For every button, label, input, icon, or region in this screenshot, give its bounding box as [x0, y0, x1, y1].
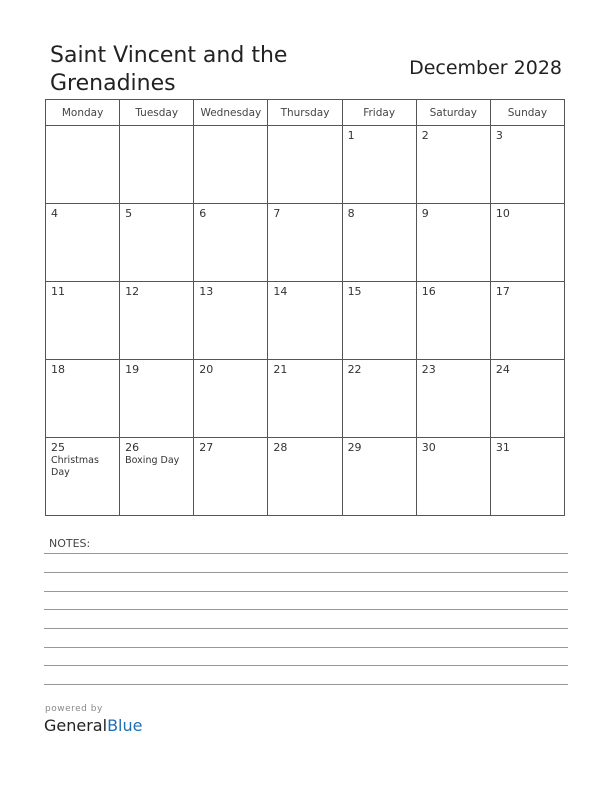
- holiday-label: Boxing Day: [125, 455, 180, 466]
- day-cell: [46, 360, 120, 438]
- day-number: 20: [199, 363, 214, 376]
- day-number: 16: [421, 285, 436, 298]
- calendar-grid: [45, 99, 565, 516]
- brand-logo: [44, 716, 142, 735]
- note-line: [44, 665, 568, 666]
- day-cell: [490, 282, 564, 360]
- notes-label: NOTES:: [49, 537, 91, 550]
- day-cell: [342, 360, 416, 438]
- day-number: 30: [421, 441, 436, 454]
- day-number: 18: [51, 363, 65, 376]
- weekday-header: Wednesday: [194, 100, 268, 126]
- day-cell: [268, 282, 342, 360]
- day-cell: [416, 438, 490, 516]
- weekday-header: Sunday: [490, 100, 564, 126]
- week-row: [46, 126, 565, 204]
- day-cell: [194, 126, 268, 204]
- day-number: 26: [125, 441, 140, 454]
- day-cell: [194, 282, 268, 360]
- day-number: 1: [347, 129, 355, 142]
- weekday-header: Saturday: [416, 100, 490, 126]
- day-cell: [268, 360, 342, 438]
- day-cell: [416, 282, 490, 360]
- weekday-header: Friday: [342, 100, 416, 126]
- week-row: [46, 360, 565, 438]
- note-line: [44, 591, 568, 592]
- holiday-label: Christmas Day: [51, 455, 99, 478]
- day-cell: [268, 438, 342, 516]
- day-number: 21: [273, 363, 288, 376]
- day-cell: [194, 360, 268, 438]
- day-cell: [416, 126, 490, 204]
- day-number: 17: [495, 285, 510, 298]
- weekday-header: Monday: [46, 100, 120, 126]
- day-number: 19: [125, 363, 140, 376]
- month-label: December 2028: [409, 57, 562, 79]
- day-number: 5: [125, 207, 133, 220]
- day-number: 4: [51, 207, 58, 220]
- note-line: [44, 609, 568, 610]
- day-number: 3: [495, 129, 503, 142]
- weekday-header: Tuesday: [120, 100, 194, 126]
- day-cell: [120, 438, 194, 516]
- day-cell: [268, 204, 342, 282]
- powered-by-text: powered by: [45, 704, 103, 714]
- day-cell: [416, 204, 490, 282]
- week-row: [46, 204, 565, 282]
- day-cell: [342, 126, 416, 204]
- day-number: 28: [273, 441, 288, 454]
- day-number: 11: [51, 285, 65, 298]
- day-cell: [46, 438, 120, 516]
- day-number: 8: [347, 207, 355, 220]
- day-cell: [46, 204, 120, 282]
- day-number: 2: [421, 129, 429, 142]
- day-number: 22: [347, 363, 362, 376]
- day-number: 25: [51, 441, 65, 454]
- day-number: 9: [421, 207, 429, 220]
- day-number: 15: [347, 285, 362, 298]
- day-cell: [268, 126, 342, 204]
- day-cell: [120, 360, 194, 438]
- day-cell: [490, 360, 564, 438]
- day-cell: [120, 126, 194, 204]
- day-number: 31: [495, 441, 510, 454]
- note-line: [44, 553, 568, 554]
- note-line: [44, 647, 568, 648]
- day-number: 14: [273, 285, 288, 298]
- day-cell: [342, 282, 416, 360]
- week-row: [46, 282, 565, 360]
- note-line: [44, 572, 568, 573]
- day-cell: [342, 204, 416, 282]
- brand-general: General: [44, 716, 108, 735]
- day-cell: [194, 204, 268, 282]
- day-number: 7: [273, 207, 281, 220]
- day-number: 29: [347, 441, 362, 454]
- day-cell: [342, 438, 416, 516]
- day-cell: [194, 438, 268, 516]
- brand-blue: Blue: [107, 716, 143, 735]
- note-line: [44, 684, 568, 685]
- day-cell: [46, 126, 120, 204]
- day-cell: [490, 204, 564, 282]
- day-number: 27: [199, 441, 214, 454]
- day-number: 23: [421, 363, 436, 376]
- weekday-header-row: [46, 100, 565, 126]
- day-number: 13: [199, 285, 214, 298]
- day-cell: [120, 204, 194, 282]
- day-cell: [46, 282, 120, 360]
- day-cell: [416, 360, 490, 438]
- note-line: [44, 628, 568, 629]
- week-row: [46, 438, 565, 516]
- day-cell: [120, 282, 194, 360]
- day-number: 6: [199, 207, 207, 220]
- weekday-header: Thursday: [268, 100, 342, 126]
- day-number: 12: [125, 285, 140, 298]
- day-cell: [490, 126, 564, 204]
- day-cell: [490, 438, 564, 516]
- day-number: 10: [495, 207, 510, 220]
- day-number: 24: [495, 363, 510, 376]
- page-title: Saint Vincent and the Grenadines: [50, 43, 288, 96]
